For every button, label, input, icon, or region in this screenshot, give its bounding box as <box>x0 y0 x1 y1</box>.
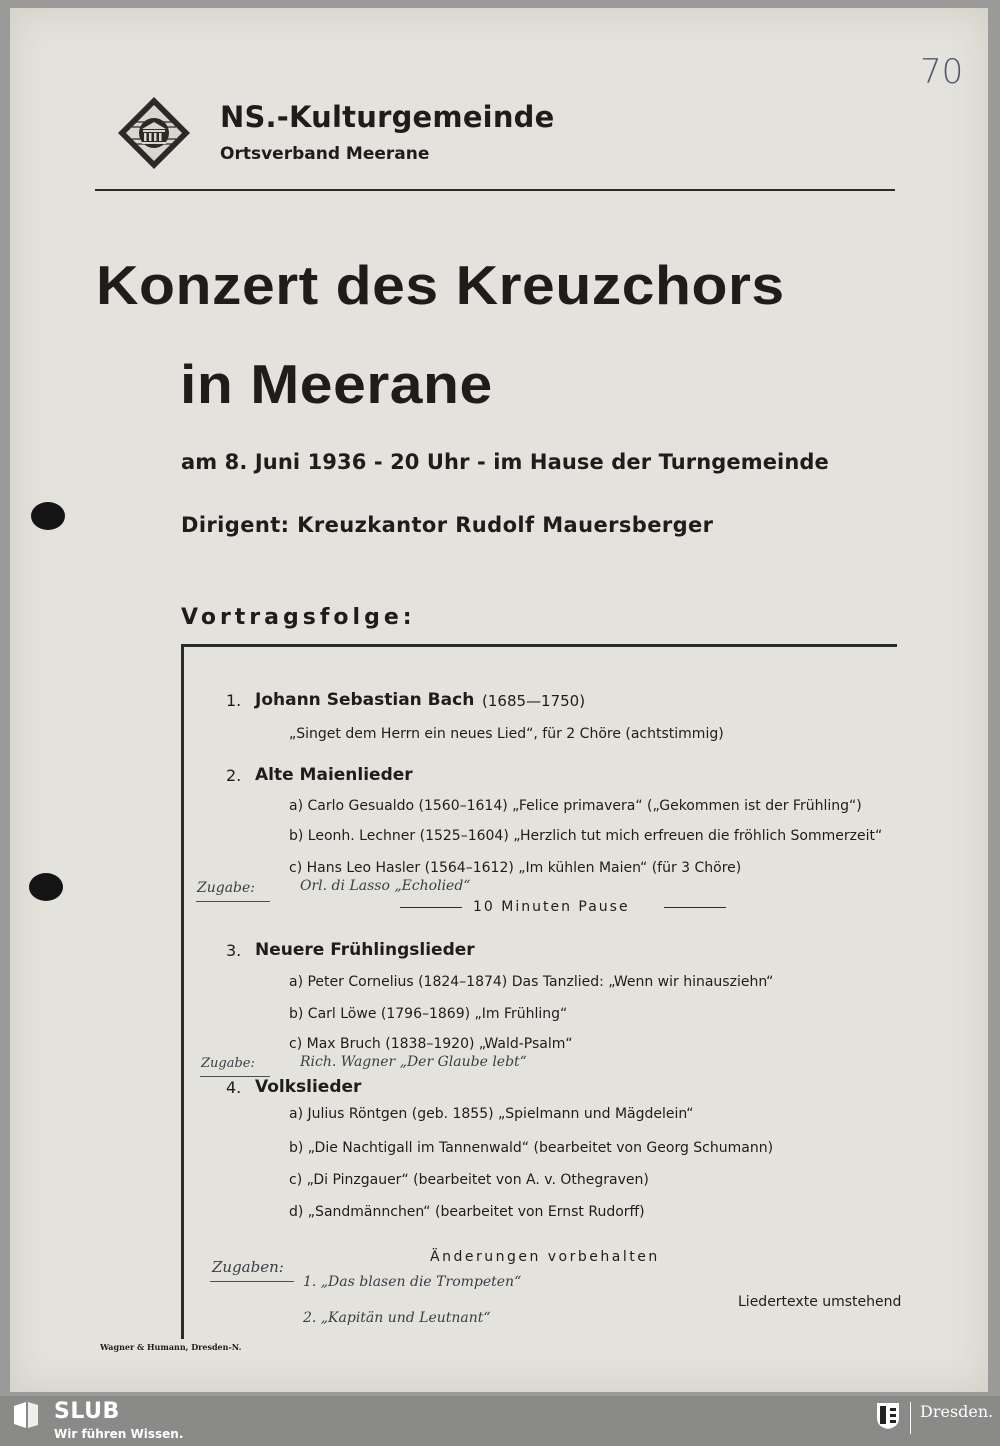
header-divider <box>95 189 895 191</box>
handwritten-underline-1 <box>196 901 270 902</box>
item-1-piece: „Singet dem Herrn ein neues Lied“, für 2 Chöre (achtstimmig) <box>289 726 724 742</box>
organization-branch: Ortsverband Meerane <box>220 144 430 164</box>
organization-logo-icon <box>116 95 192 171</box>
footer-tagline: Wir führen Wissen. <box>54 1427 184 1441</box>
handwritten-note-3-line2: 2. „Kapitän und Leutnant“ <box>303 1310 491 1326</box>
changes-note: Änderungen vorbehalten <box>430 1249 660 1265</box>
item-1-title: Johann Sebastian Bach <box>255 690 475 710</box>
handwritten-note-3-line1: 1. „Das blasen die Trompeten“ <box>303 1274 522 1290</box>
item-3-piece-c: c) Max Bruch (1838–1920) „Wald-Psalm“ <box>289 1036 573 1052</box>
footer-brand: SLUB <box>54 1399 120 1424</box>
handwritten-note-1-text: Orl. di Lasso „Echolied“ <box>300 878 471 894</box>
conductor: Dirigent: Kreuzkantor Rudolf Mauersberger <box>181 513 714 537</box>
item-4-piece-a: a) Julius Röntgen (geb. 1855) „Spielmann und Mägdelein“ <box>289 1106 694 1122</box>
pause-label: 10 Minuten Pause <box>473 899 630 915</box>
item-2-piece-a: a) Carlo Gesualdo (1560–1614) „Felice primavera“ („Gekommen ist der Frühling“) <box>289 798 862 814</box>
lyrics-note: Liedertexte umstehend <box>738 1294 902 1310</box>
item-4-piece-d: d) „Sandmännchen“ (bearbeitet von Ernst Rudorff) <box>289 1204 645 1220</box>
program-frame-top <box>181 644 897 647</box>
punch-hole-top <box>31 502 65 530</box>
item-2-piece-b: b) Leonh. Lechner (1525–1604) „Herzlich tut mich erfreuen die fröhlich Sommerzeit“ <box>289 828 883 844</box>
printer-imprint: Wagner & Humann, Dresden-N. <box>100 1342 242 1352</box>
handwritten-underline-3 <box>210 1281 294 1282</box>
handwritten-note-3-label: Zugaben: <box>212 1258 284 1276</box>
item-2-piece-c: c) Hans Leo Hasler (1564–1612) „Im kühlen Maien“ (für 3 Chöre) <box>289 860 742 876</box>
program-frame-left <box>181 644 184 1339</box>
event-info: am 8. Juni 1936 - 20 Uhr - im Hause der Turngemeinde <box>181 450 829 474</box>
organization-name: NS.-Kulturgemeinde <box>220 100 555 134</box>
dresden-coat-of-arms-icon <box>876 1402 900 1430</box>
item-4-number: 4. <box>226 1078 242 1097</box>
item-1-number: 1. <box>226 691 242 710</box>
item-4-title: Volkslieder <box>255 1077 362 1097</box>
item-3-piece-a: a) Peter Cornelius (1824–1874) Das Tanzlied: „Wenn wir hinausziehn“ <box>289 974 774 990</box>
punch-hole-bottom <box>29 873 63 901</box>
handwritten-note-1-label: Zugabe: <box>197 880 256 896</box>
handwritten-note-2-label: Zugabe: <box>201 1056 255 1071</box>
page-number: 70 <box>920 52 964 92</box>
pause-line-right <box>664 907 726 908</box>
pause-line-left <box>400 907 462 908</box>
item-1-years: (1685—1750) <box>482 692 586 710</box>
item-2-number: 2. <box>226 766 242 785</box>
program-heading: Vortragsfolge: <box>181 605 416 630</box>
slub-logo-icon <box>12 1402 40 1428</box>
footer-bar <box>0 1396 1000 1446</box>
handwritten-note-2-text: Rich. Wagner „Der Glaube lebt“ <box>300 1054 527 1070</box>
item-3-number: 3. <box>226 941 242 960</box>
item-3-title: Neuere Frühlingslieder <box>255 940 475 960</box>
item-3-piece-b: b) Carl Löwe (1796–1869) „Im Frühling“ <box>289 1006 568 1022</box>
item-4-piece-c: c) „Di Pinzgauer“ (bearbeitet von A. v. Othegraven) <box>289 1172 649 1188</box>
item-4-piece-b: b) „Die Nachtigall im Tannenwald“ (bearbeitet von Georg Schumann) <box>289 1140 774 1156</box>
concert-title-line2: in Meerane <box>180 353 493 415</box>
footer-partner: Dresden. <box>920 1402 994 1421</box>
handwritten-underline-2 <box>200 1076 270 1077</box>
footer-divider <box>910 1402 911 1434</box>
concert-title-line1: Konzert des Kreuzchors <box>96 254 785 316</box>
item-2-title: Alte Maienlieder <box>255 765 413 785</box>
